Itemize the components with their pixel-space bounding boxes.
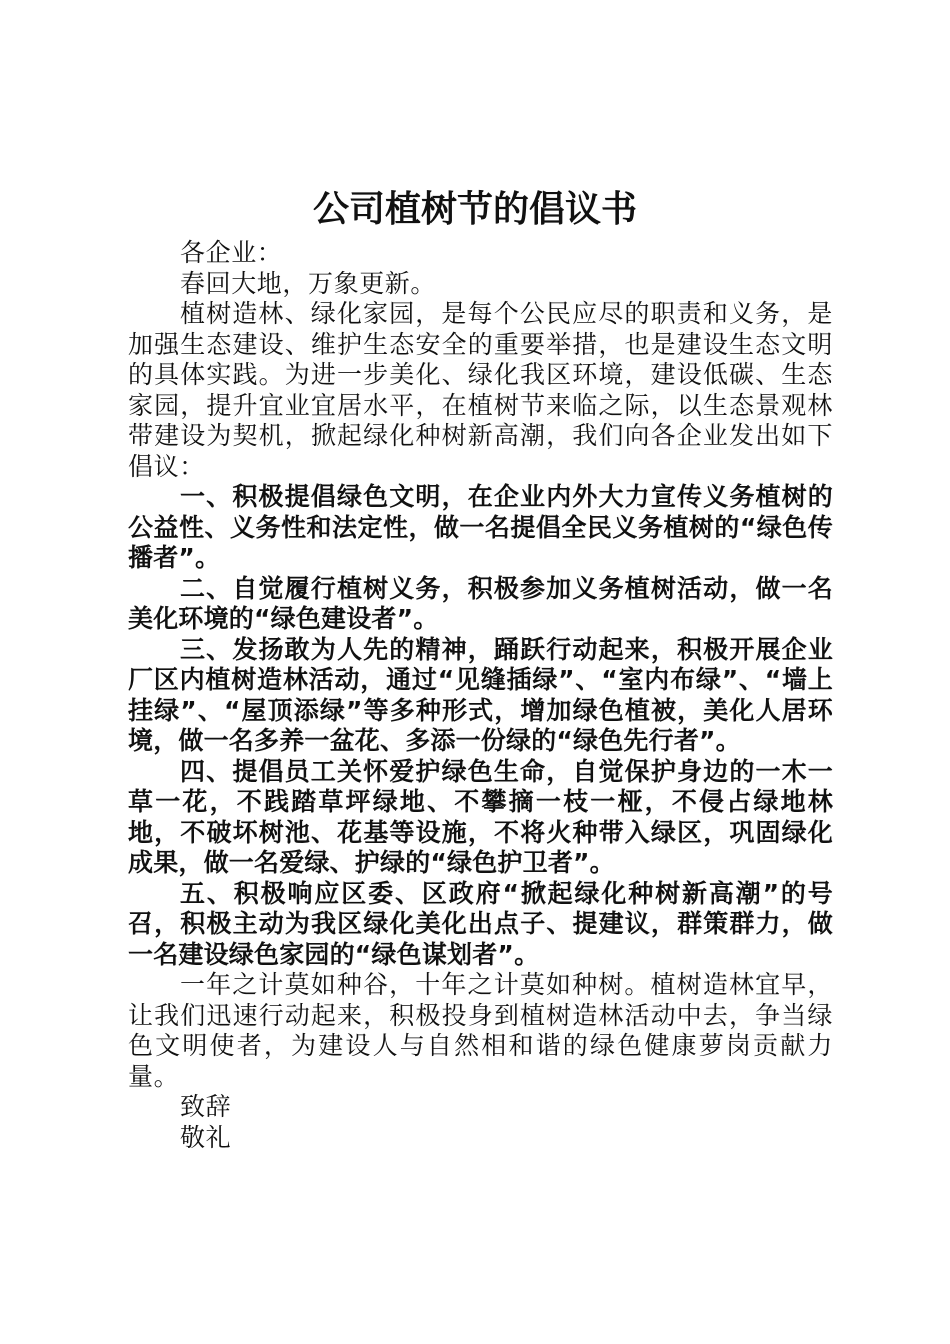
closing-paragraph: 一年之计莫如种谷，十年之计莫如种树。植树造林宜早，让我们迅速行动起来，积极投身到植树造林活动中去，争当绿色文明使者，为建设人与自然相和谐的绿色健康萝岗贡献力量。 [128,970,833,1091]
intro-paragraph: 植树造林、绿化家园，是每个公民应尽的职责和义务，是加强生态建设、维护生态安全的重要举措，也是建设生态文明的具体实践。为进一步美化、绿化我区环境，建设低碳、生态家园，提升宜业宜居水平，在植树节来临之际，以生态景观林带建设为契机，掀起绿化种树新高潮，我们向各企业发出如下倡议： [128,299,833,481]
proposal-item-3: 三、发扬敢为人先的精神，踊跃行动起来，积极开展企业厂区内植树造林活动，通过“见缝插绿”、“室内布绿”、“墙上挂绿”、“屋顶添绿”等多种形式，增加绿色植被，美化人居环境，做一名多养一盆花、多添一份绿的“绿色先行者”。 [128,634,833,755]
proposal-item-2: 二、自觉履行植树义务，积极参加义务植树活动，做一名美化环境的“绿色建设者”。 [128,573,833,633]
proposal-item-4: 四、提倡员工关怀爱护绿色生命，自觉保护身边的一木一草一花，不践踏草坪绿地、不攀摘一枝一桠，不侵占绿地林地，不破坏树池、花基等设施，不将火种带入绿区，巩固绿化成果，做一名爱绿、护绿的“绿色护卫者”。 [128,756,833,877]
document-title: 公司植树节的倡议书 [312,189,637,230]
opening-line: 春回大地，万象更新。 [180,268,437,298]
salutation: 各企业： [180,238,283,267]
document-body [128,238,833,1153]
proposal-item-5: 五、积极响应区委、区政府“掀起绿化种树新高潮”的号召，积极主动为我区绿化美化出点子、提建议，群策群力，做一名建设绿色家园的“绿色谋划者”。 [128,878,833,969]
signoff-line-1: 致辞 [180,1092,232,1121]
proposal-item-1: 一、积极提倡绿色文明，在企业内外大力宣传义务植树的公益性、义务性和法定性，做一名提倡全民义务植树的“绿色传播者”。 [128,482,833,572]
signoff-line-2: 敬礼 [180,1122,232,1152]
